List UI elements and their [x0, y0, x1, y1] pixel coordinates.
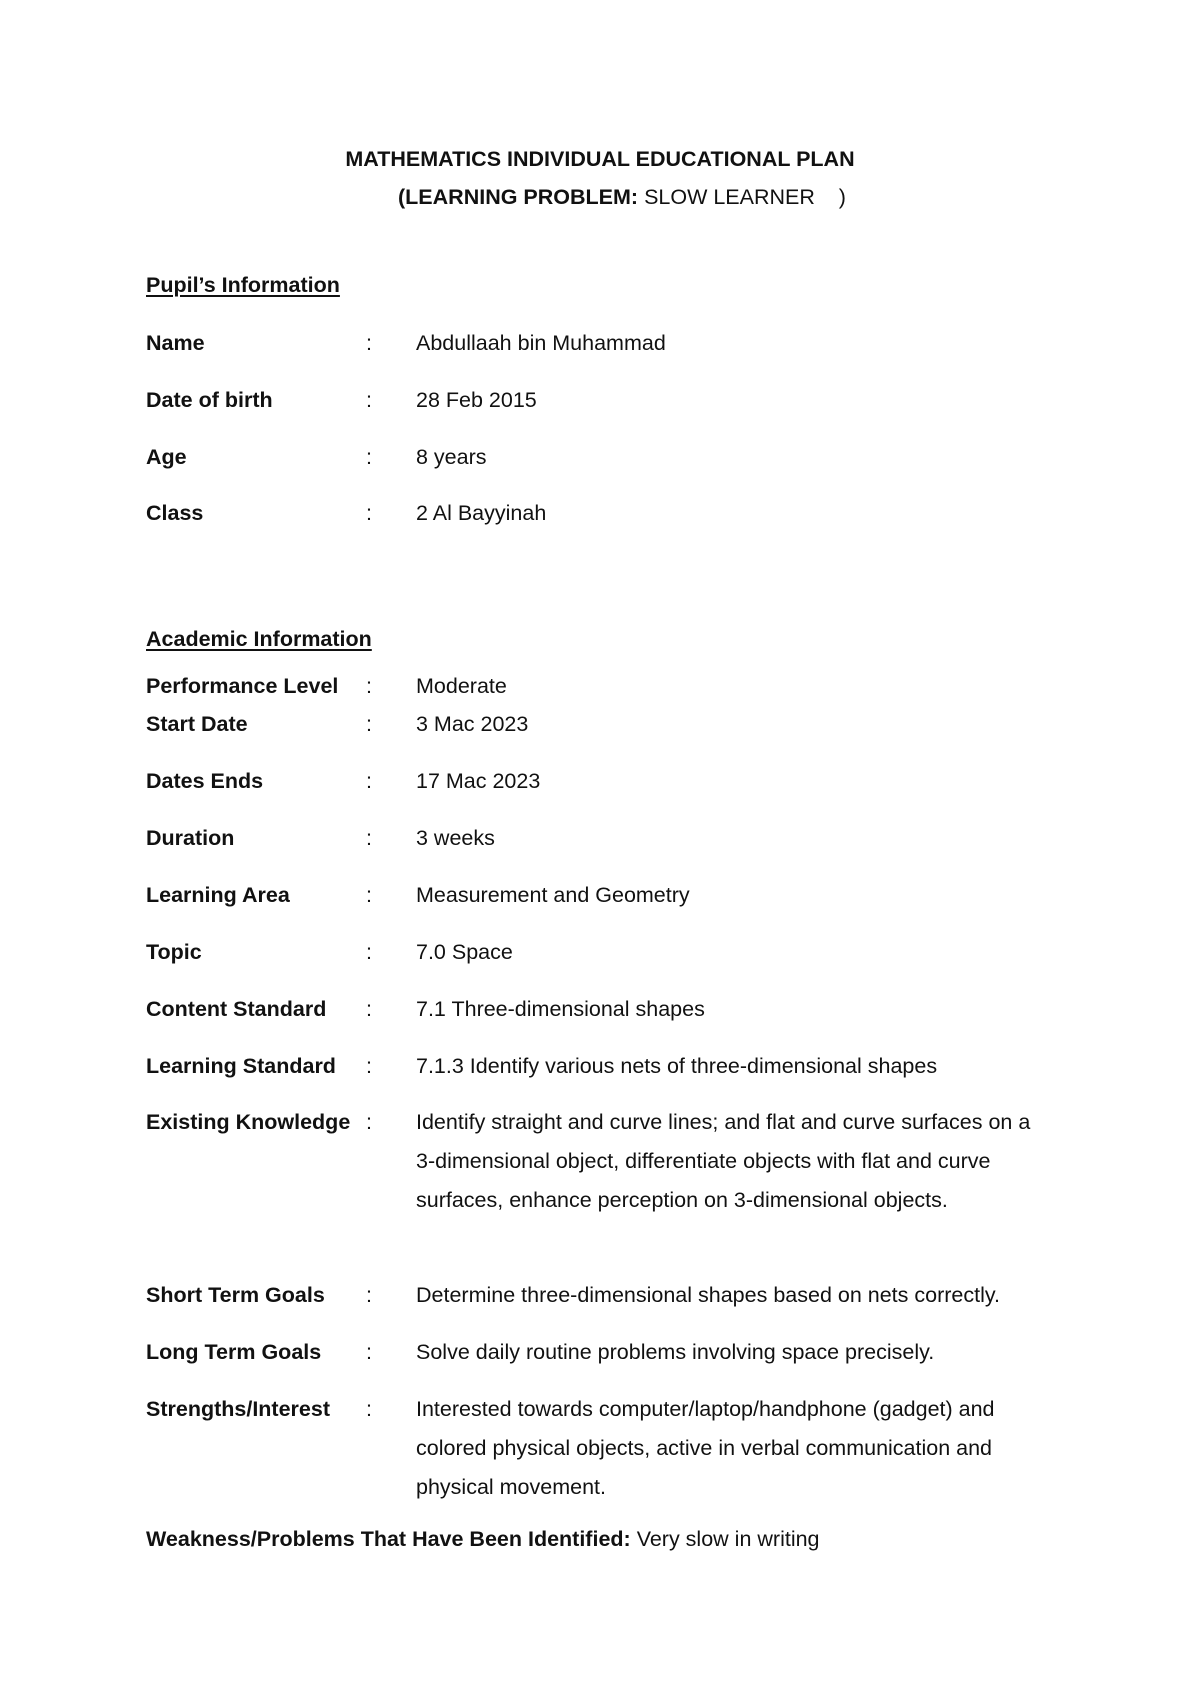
field-value: 7.0 Space	[416, 940, 513, 964]
field-colon: :	[366, 388, 372, 412]
field-colon: :	[366, 1054, 372, 1078]
field-label: Class	[146, 501, 204, 525]
field-value: Determine three-dimensional shapes based on nets correctly.	[416, 1283, 1000, 1307]
section-heading-academic: Academic Information	[146, 627, 372, 651]
field-label: Age	[146, 445, 187, 469]
field-label: Learning Standard	[146, 1054, 336, 1078]
document-title: MATHEMATICS INDIVIDUAL EDUCATIONAL PLAN	[345, 147, 855, 171]
field-label: Existing Knowledge	[146, 1110, 351, 1134]
field-value: 2 Al Bayyinah	[416, 501, 547, 525]
field-label: Date of birth	[146, 388, 273, 412]
field-label: Start Date	[146, 712, 248, 736]
field-label: Topic	[146, 940, 202, 964]
field-value: Abdullaah bin Muhammad	[416, 331, 666, 355]
field-label: Strengths/Interest	[146, 1397, 330, 1421]
field-label: Weakness/Problems That Have Been Identified	[146, 1527, 624, 1551]
field-value: Identify straight and curve lines; and flat and curve surfaces on a 3-dimensional object, differentiate objects with flat and curve surfaces, enhance perception on 3-dimensional objects.	[416, 1110, 1031, 1212]
field-value: 7.1 Three-dimensional shapes	[416, 997, 705, 1021]
field-value: Very slow in writing	[630, 1527, 820, 1551]
field-row-weakness	[146, 1526, 820, 1552]
field-value: 8 years	[416, 445, 487, 469]
field-colon: :	[366, 826, 372, 850]
field-colon: :	[366, 1110, 372, 1134]
field-value: 3 weeks	[416, 826, 495, 850]
field-colon: :	[366, 331, 372, 355]
field-label: Performance Level	[146, 674, 339, 698]
field-label: Short Term Goals	[146, 1283, 325, 1307]
field-colon: :	[623, 1527, 631, 1551]
field-colon: :	[366, 501, 372, 525]
field-colon: :	[366, 712, 372, 736]
subtitle-label: LEARNING PROBLEM	[405, 185, 631, 209]
field-value: Solve daily routine problems involving space precisely.	[416, 1340, 935, 1364]
field-label: Name	[146, 331, 205, 355]
field-label: Content Standard	[146, 997, 327, 1021]
field-label: Duration	[146, 826, 235, 850]
field-colon: :	[366, 445, 372, 469]
field-value: Moderate	[416, 674, 507, 698]
subtitle-colon: :	[630, 185, 639, 209]
field-colon: :	[366, 769, 372, 793]
field-label: Dates Ends	[146, 769, 264, 793]
field-value: 17 Mac 2023	[416, 769, 541, 793]
document-subtitle	[398, 184, 846, 210]
field-value: Interested towards computer/laptop/handphone (gadget) and colored physical objects, active in verbal communication and physical movement.	[416, 1397, 995, 1499]
field-colon: :	[366, 674, 372, 698]
field-colon: :	[366, 1340, 372, 1364]
field-value: 7.1.3 Identify various nets of three-dimensional shapes	[416, 1054, 938, 1078]
field-colon: :	[366, 997, 372, 1021]
section-heading-pupil: Pupil’s Information	[146, 273, 340, 297]
field-value: 28 Feb 2015	[416, 388, 537, 412]
field-colon: :	[366, 883, 372, 907]
field-value: Measurement and Geometry	[416, 883, 690, 907]
field-value: 3 Mac 2023	[416, 712, 529, 736]
field-colon: :	[366, 940, 372, 964]
subtitle-open-paren: (	[398, 185, 406, 209]
field-colon: :	[366, 1397, 372, 1421]
subtitle-value: SLOW LEARNER )	[638, 185, 846, 209]
field-colon: :	[366, 1283, 372, 1307]
field-label: Learning Area	[146, 883, 290, 907]
field-label: Long Term Goals	[146, 1340, 322, 1364]
